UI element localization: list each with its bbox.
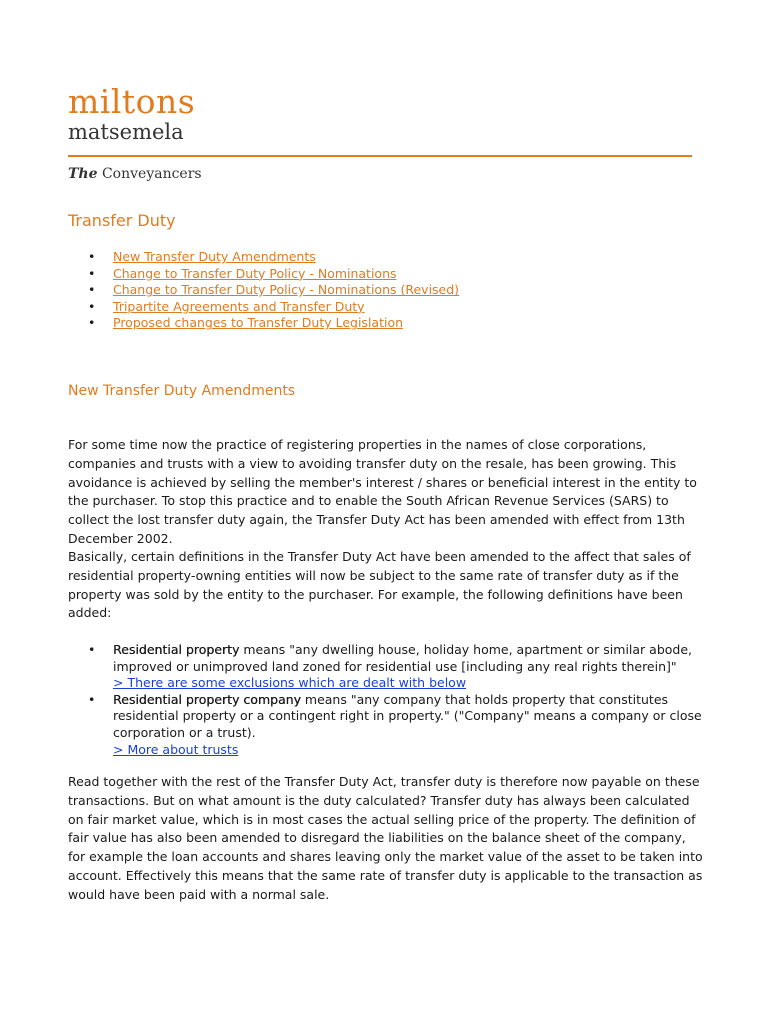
- paragraph-definitions-intro: Basically, certain definitions in the Transfer Duty Act have been amended to the affect that sales of residential property-owning entities will now be subject to the same rate of transfer duty as if the property was sold by the entity to the purchaser. For example, the following definitions have been added:: [68, 549, 691, 621]
- table-of-contents: [68, 249, 459, 332]
- paragraph-calculation: Read together with the rest of the Transfer Duty Act, transfer duty is therefore now payable on these transactions. But on what amount is the duty calculated? Transfer duty has always been calculated on fair market value, which is in most cases the actual selling price of the property. The definition of fair value has also been amended to disregard the liabilities on the balance sheet of the company, for example the loan accounts and shares leaving only the market value of the asset to be taken into account. Effectively this means that the same rate of transfer duty is applicable to the transaction as would have been paid with a normal sale.: [68, 774, 703, 902]
- toc-link-policy-nominations[interactable]: Change to Transfer Duty Policy - Nominations: [113, 265, 397, 281]
- tagline-conveyancers: Conveyancers: [97, 166, 202, 182]
- logo-matsemela: matsemela: [68, 120, 184, 144]
- page-title: Transfer Duty: [68, 211, 176, 230]
- toc-item: [68, 315, 459, 332]
- toc-link-policy-nominations-revised[interactable]: Change to Transfer Duty Policy - Nominations (Revised): [113, 282, 460, 298]
- toc-item: [68, 249, 459, 266]
- toc-item: [68, 299, 459, 316]
- toc-link-proposed-changes[interactable]: Proposed changes to Transfer Duty Legislation: [113, 315, 404, 331]
- toc-link-tripartite-agreements[interactable]: Tripartite Agreements and Transfer Duty: [113, 298, 365, 314]
- section-heading: New Transfer Duty Amendments: [68, 383, 296, 399]
- definitions-list: [68, 642, 704, 758]
- tagline-the: The: [68, 166, 98, 182]
- definition-item: [68, 692, 704, 758]
- definition-text: means "any company that holds property that constitutes residential property or a contingent right in property." ("Company" means a company or close corporation or a trust).: [113, 691, 702, 740]
- logo-tagline: [68, 166, 202, 182]
- logo-divider: [68, 155, 692, 157]
- more-about-trusts-link[interactable]: > More about trusts: [113, 741, 239, 757]
- definition-item: [68, 642, 704, 692]
- toc-item: [68, 266, 459, 283]
- definition-text: means "any dwelling house, holiday home, apartment or similar abode, improved or unimproved land zoned for residential use [including any real rights therein]": [113, 642, 692, 674]
- exclusions-link[interactable]: > There are some exclusions which are dealt with below: [113, 675, 467, 691]
- paragraph-intro: For some time now the practice of registering properties in the names of close corporations, companies and trusts with a view to avoiding transfer duty on the resale, has been growing. This avoidance is achieved by selling the member's interest / shares or beneficial interest in the entity to the purchaser. To stop this practice and to enable the South African Revenue Services (SARS) to collect the lost transfer duty again, the Transfer Duty Act has been amended with effect from 13th December 2002.: [68, 437, 697, 546]
- definition-term: Residential property company: [113, 691, 301, 707]
- toc-link-new-amendments[interactable]: New Transfer Duty Amendments: [113, 249, 316, 264]
- definition-term: Residential property: [113, 642, 240, 657]
- logo-miltons: miltons: [68, 82, 196, 121]
- toc-item: [68, 282, 459, 299]
